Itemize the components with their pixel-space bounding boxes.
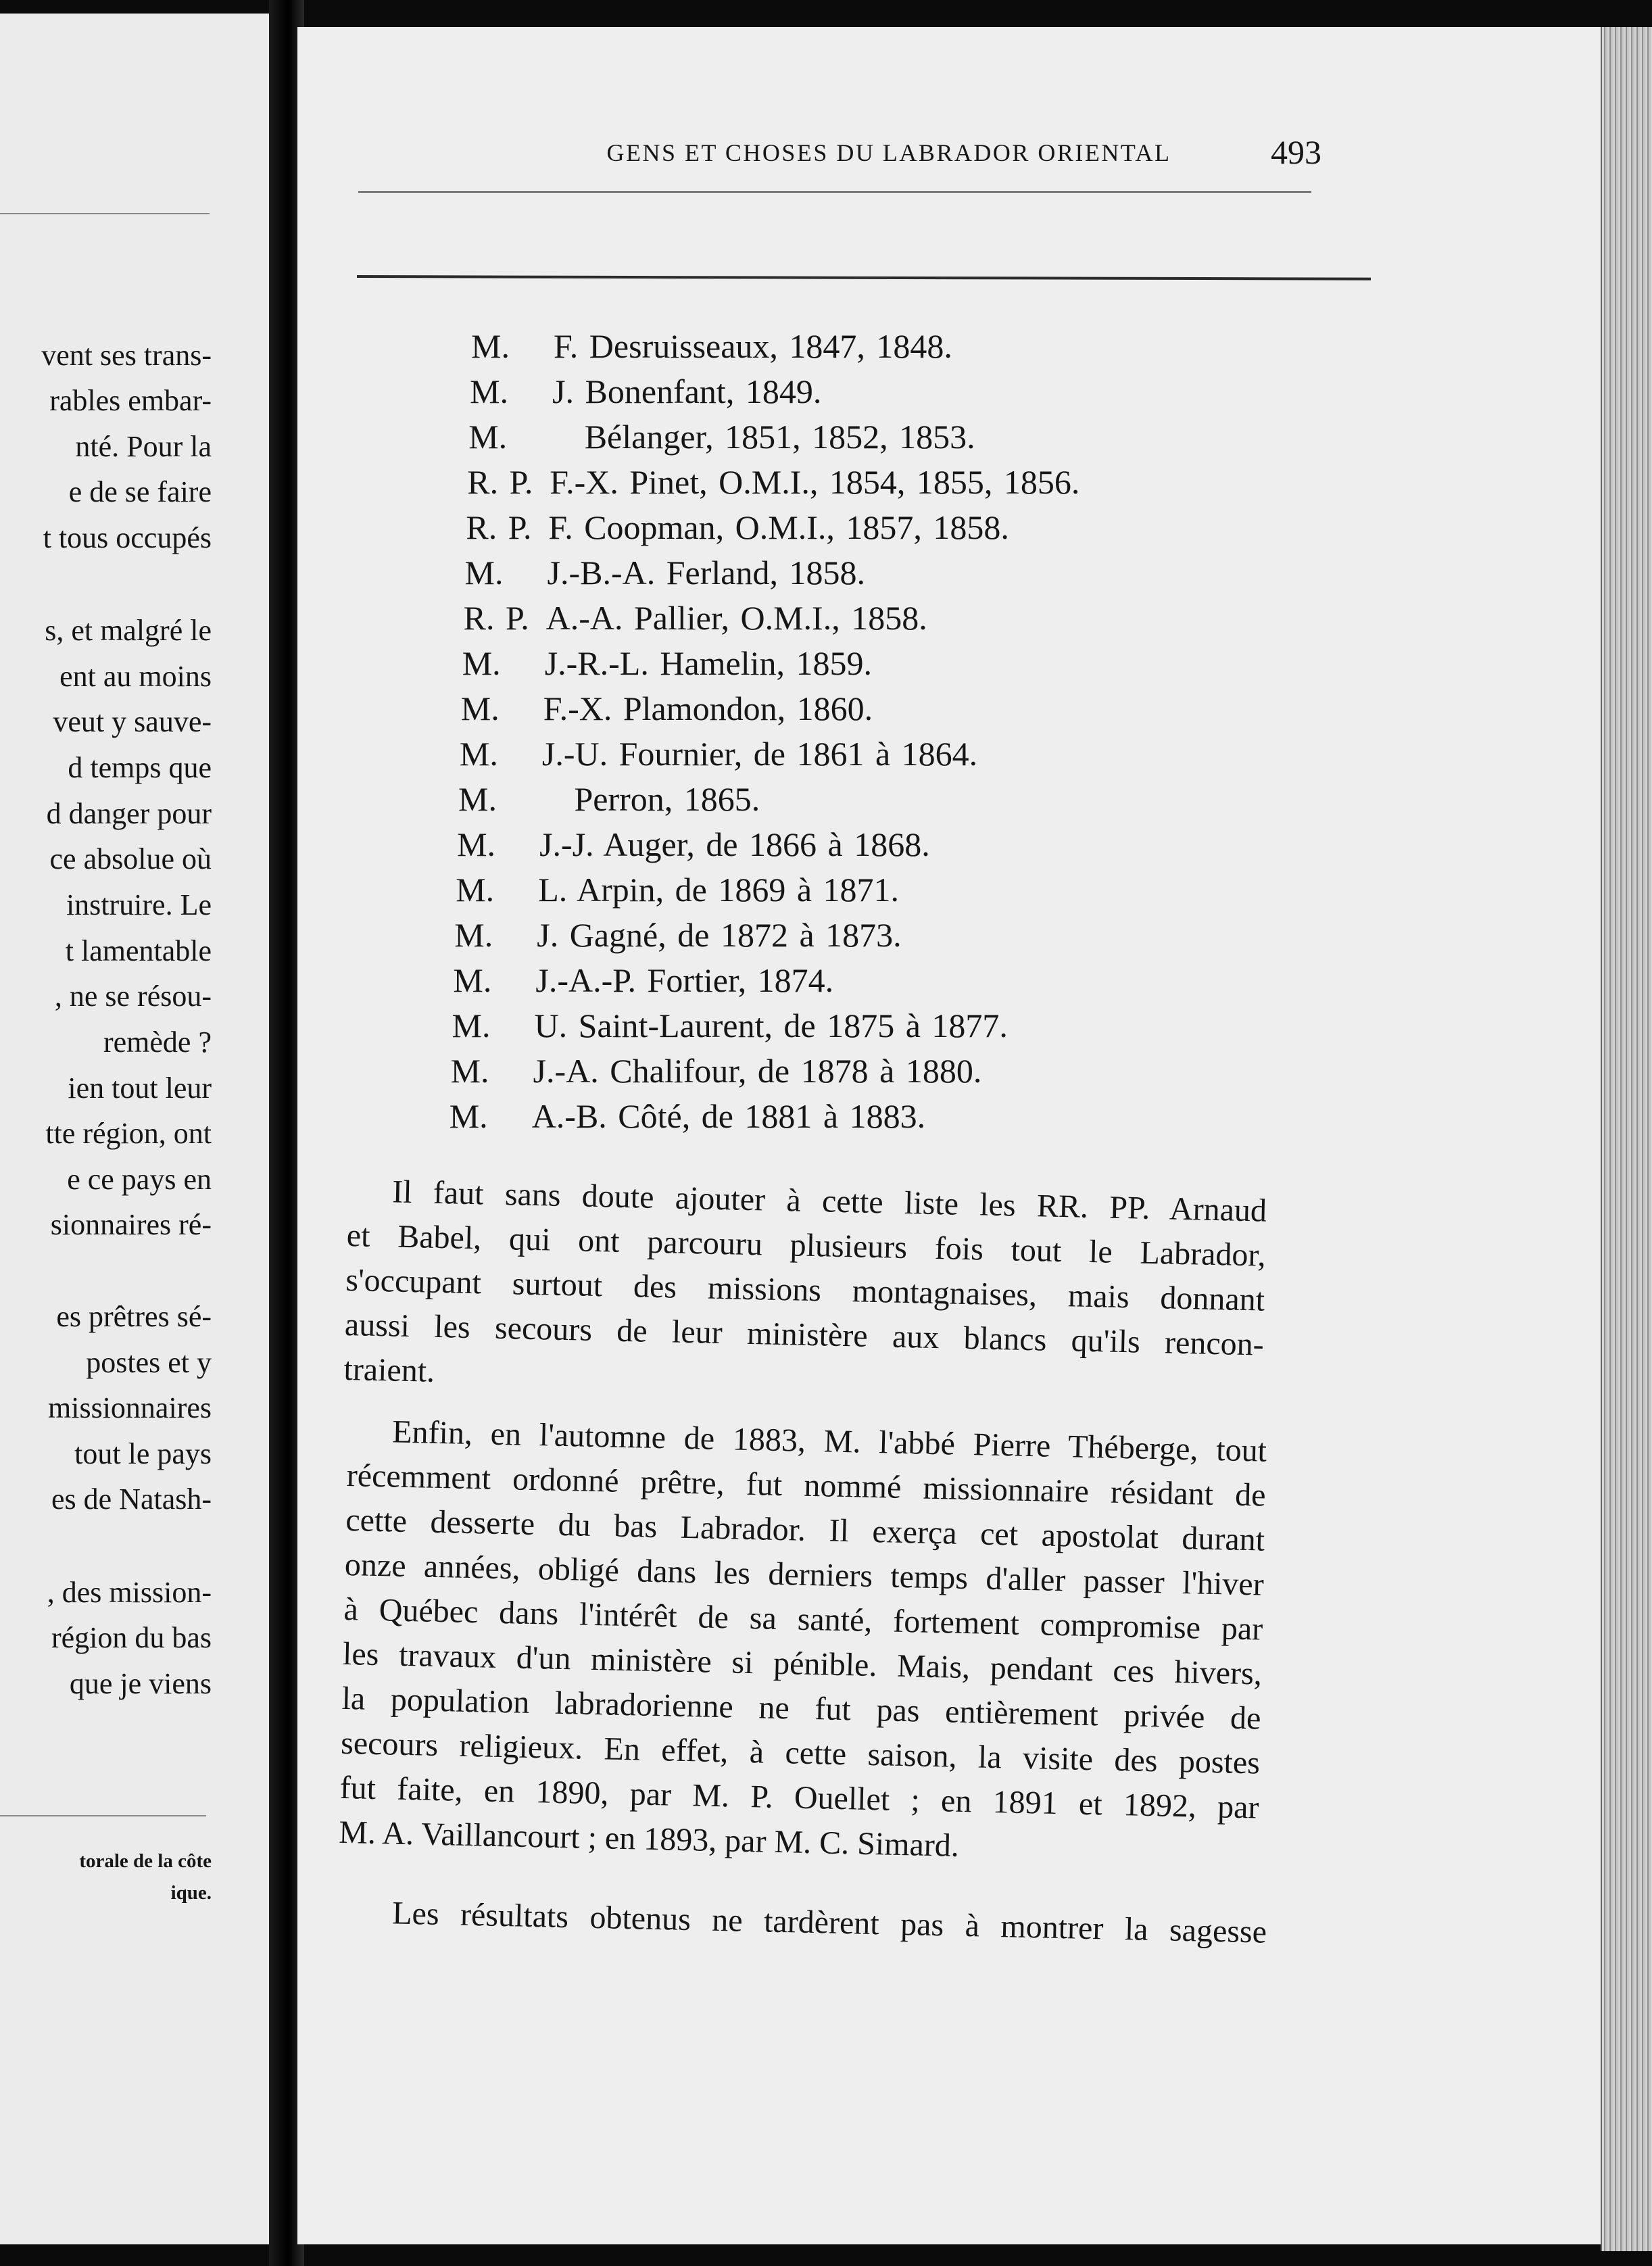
previous-page-line: tte région, ont [45,1117,212,1150]
list-entry [453,959,833,1002]
previous-page-line: t lamentable [65,934,212,967]
entry-text: F.-X. Pinet, O.M.I., 1854, 1855, 1856. [550,463,1080,501]
previous-page-line: région du bas [51,1621,212,1654]
entry-text: J. Gagné, de 1872 à 1873. [537,916,902,954]
entry-title: M. [471,327,510,365]
previous-page-line: t tous occupés [43,521,212,554]
header-rule [357,275,1371,281]
list-entry [466,506,1009,549]
list-entry [468,415,975,458]
entry-text: U. Saint-Laurent, de 1875 à 1877. [534,1007,1008,1044]
left-top-rule [0,213,210,214]
previous-page-line: que je viens [69,1667,212,1700]
paragraph [343,1170,1267,1389]
previous-page-line: vent ses trans- [41,339,212,372]
previous-page-line: , des mission- [47,1576,212,1609]
previous-page-line: e ce pays en [67,1163,212,1196]
paragraph-line: onze années, obligé dans les derniers temps d'aller passer l'hiver [344,1546,1265,1603]
entry-title: M. [460,690,500,727]
previous-page-line: e de se faire [68,475,212,508]
list-entry [464,596,927,640]
entry-title: M. [468,418,508,456]
entry-title: M. [456,871,495,909]
paragraph-line: fut faite, en 1890, par M. P. Ouellet ; en 1891 et 1892, par [339,1769,1260,1826]
paragraph-line: Les résultats obtenus ne tardèrent pas à montrer la sagesse [391,1895,1267,1950]
previous-page-line: es de Natash- [51,1482,212,1516]
list-entry [451,1049,982,1092]
entry-text: A.-A. Pallier, O.M.I., 1858. [545,599,927,637]
list-entry [452,1004,1008,1047]
previous-page-line: postes et y [86,1346,212,1379]
paragraph-line: Il faut sans doute ajouter à cette liste les RR. PP. Arnaud [391,1174,1267,1229]
list-entry [465,551,865,594]
entry-text: F.-X. Plamondon, 1860. [543,690,873,727]
previous-page-line: d temps que [68,751,212,784]
entry-text: J. Bonenfant, 1849. [552,372,822,410]
paragraph-line: la population labradorienne ne fut pas entièrement privée de [341,1680,1261,1737]
entry-text: F. Desruisseaux, 1847, 1848. [554,327,952,365]
list-entry [454,913,901,957]
header-top-rule [358,191,1311,193]
list-entry [467,460,1079,504]
previous-page-line: es prêtres sé- [56,1300,212,1333]
list-entry [462,642,872,685]
list-entry [461,687,873,730]
entry-title: M. [458,780,497,818]
previous-page-line: veut y sauve- [53,705,212,738]
previous-page-line: ien tout leur [68,1071,212,1105]
entry-title: M. [452,1007,491,1044]
list-entry [470,370,821,413]
entry-text: J.-B.-A. Ferland, 1858. [547,554,865,592]
entry-text: Perron, 1865. [541,780,760,818]
entry-text: J.-J. Auger, de 1866 à 1868. [539,825,930,863]
paragraph-line: secours religieux. En effet, à cette saison, la visite des postes [340,1725,1261,1781]
entry-text: J.-U. Fournier, de 1861 à 1864. [541,735,978,773]
list-entry [458,777,760,821]
entry-title: M. [449,1097,488,1135]
previous-page-line: nté. Pour la [75,430,212,463]
entry-title: M. [457,825,496,863]
previous-page-line: missionnaires [48,1391,212,1424]
previous-page-line: sionnaires ré- [50,1208,212,1241]
running-head: GENS ET CHOSES DU LABRADOR ORIENTAL [606,139,1171,166]
paragraph-line: s'occupant surtout des missions montagnaises, mais donnant [345,1261,1265,1318]
entry-title: M. [462,644,501,682]
list-entry [471,324,952,368]
entry-text: L. Arpin, de 1869 à 1871. [538,871,900,909]
entry-title: M. [470,372,509,410]
list-entry [457,823,930,866]
previous-page-line: , ne se résou- [54,980,212,1013]
entry-title: M. [450,1052,489,1090]
page-493 [297,27,1615,2244]
list-entry [460,732,977,775]
entry-text: J.-R.-L. Hamelin, 1859. [544,644,873,682]
paragraph-line: Enfin, en l'automne de 1883, M. l'abbé Pierre Théberge, tout [391,1414,1267,1469]
previous-page-line: d danger pour [46,797,212,830]
paragraph [348,1891,1267,1950]
previous-page-line: remède ? [103,1026,212,1059]
list-entry [450,1094,925,1138]
entry-text: J.-A.-P. Fortier, 1874. [535,961,834,999]
entry-title: M. [453,961,492,999]
paragraph-line: à Québec dans l'intérêt de sa santé, fortement compromise par [343,1591,1263,1647]
previous-page-line: s, et malgré le [45,614,212,647]
entry-title: R. P. [466,508,532,546]
entry-title: M. [454,916,493,954]
paragraph-line: traient. [343,1351,435,1389]
previous-page-footnote-line: torale de la côte [79,1850,212,1872]
page-edges [1601,27,1652,2251]
previous-page [0,14,269,2244]
paragraph-line: les travaux d'un ministère si pénible. Mais, pendant ces hivers, [342,1635,1263,1692]
previous-page-line: tout le pays [74,1437,212,1470]
page-number: 493 [1271,133,1321,171]
list-entry [456,868,899,911]
previous-page-line: ce absolue où [49,842,212,875]
entry-text: J.-A. Chalifour, de 1878 à 1880. [533,1052,982,1090]
entry-text: F. Coopman, O.M.I., 1857, 1858. [548,508,1009,546]
paragraph-line: cette desserte du bas Labrador. Il exerça cet apostolat durant [345,1501,1265,1558]
paragraph-line: M. A. Vaillancourt ; en 1893, par M. C. Simard. [338,1814,960,1864]
footnote-rule [0,1815,206,1816]
entry-title: M. [459,735,498,773]
paragraph-line: récemment ordonné prêtre, fut nommé missionnaire résidant de [346,1457,1267,1514]
paragraph-line: aussi les secours de leur ministère aux blancs qu'ils rencon- [344,1306,1265,1363]
previous-page-line: ent au moins [59,660,212,693]
previous-page-line: rables embar- [49,384,212,417]
entry-title: M. [464,554,504,592]
entry-title: R. P. [463,599,529,637]
entry-title: R. P. [467,463,533,501]
entry-text: A.-B. Côté, de 1881 à 1883. [531,1097,926,1135]
entry-text: Bélanger, 1851, 1852, 1853. [551,418,975,456]
previous-page-footnote-line: ique. [170,1882,212,1904]
paragraph-line: et Babel, qui ont parcouru plusieurs fois tout le Labrador, [346,1217,1267,1274]
paragraph [338,1409,1267,1864]
previous-page-line: instruire. Le [66,888,212,921]
